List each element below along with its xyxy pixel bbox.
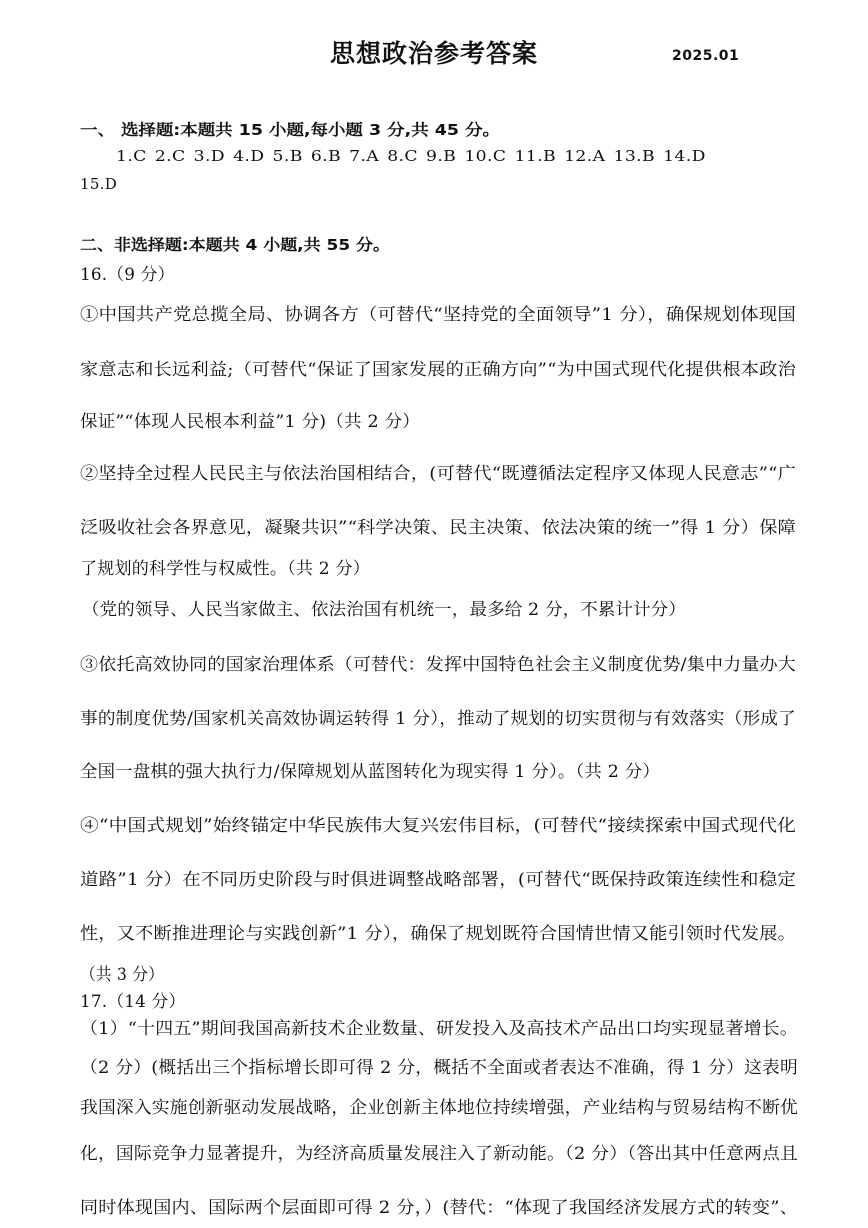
q16-line: （共 3 分） (80, 964, 164, 984)
q16-line: ①中国共产党总揽全局、协调各方（可替代“坚持党的全面领导”1 分），确保规划体现国 (80, 304, 796, 324)
question-16-number: 16.（9 分） (80, 264, 175, 284)
page-title: 思想政治参考答案 (329, 39, 538, 68)
q16-line: （党的领导、人民当家做主、依法治国有机统一，最多给 2 分，不累计计分） (82, 599, 686, 619)
q17-line: （2 分）(概括出三个指标增长即可得 2 分，概括不全面或者表达不准确，得 1 分）这表明 (80, 1057, 798, 1077)
document-date: 2025.01 (672, 48, 740, 64)
section-1-heading: 一、 选择题:本题共 15 小题,每小题 3 分,共 45 分。 (80, 121, 500, 139)
q16-line: 性，又不断推进理论与实践创新”1 分），确保了规划既符合国情世情又能引领时代发展。 (80, 923, 796, 943)
q16-line: 全国一盘棋的强大执行力/保障规划从蓝图转化为现实得 1 分）。（共 2 分） (80, 761, 660, 781)
q16-line: 泛吸收社会各界意见，凝聚共识”“科学决策、民主决策、依法决策的统一”得 1 分）保障 (80, 517, 796, 537)
q17-line: 化，国际竞争力显著提升，为经济高质量发展注入了新动能。（2 分）（答出其中任意两点且 (80, 1143, 798, 1163)
q16-line: 道路”1 分）在不同历史阶段与时俱进调整战略部署，(可替代“既保持政策连续性和稳定 (80, 869, 796, 889)
section-2-heading: 二、非选择题:本题共 4 小题,共 55 分。 (80, 236, 390, 254)
q17-line: 同时体现国内、国际两个层面即可得 2 分，）(替代：“体现了我国经济发展方式的转变”、 (80, 1197, 798, 1217)
multiple-choice-answers-line-2: 15.D (80, 175, 118, 193)
q17-line: （1）“十四五”期间我国高新技术企业数量、研发投入及高技术产品出口均实现显著增长。 (80, 1018, 798, 1038)
multiple-choice-answers-line-1: 1.C 2.C 3.D 4.D 5.B 6.B 7.A 8.C 9.B 10.C 11.B 12.A 13.B 14.D (116, 147, 706, 165)
q16-line: ④“中国式规划”始终锚定中华民族伟大复兴宏伟目标，(可替代“接续探索中国式现代化 (80, 815, 796, 835)
question-17-number: 17.（14 分） (80, 991, 186, 1011)
q16-line: ②坚持全过程人民民主与依法治国相结合，(可替代“既遵循法定程序又体现人民意志”“广 (80, 463, 796, 483)
q16-line: 事的制度优势/国家机关高效协调运转得 1 分），推动了规划的切实贯彻与有效落实（形成了 (80, 708, 796, 728)
q17-line: 我国深入实施创新驱动发展战略，企业创新主体地位持续增强，产业结构与贸易结构不断优 (80, 1097, 798, 1117)
q16-line: 了规划的科学性与权威性。（共 2 分） (80, 558, 370, 578)
q16-line: 家意志和长远利益;（可替代“保证了国家发展的正确方向”“为中国式现代化提供根本政治 (80, 359, 797, 379)
q16-line: 保证”“体现人民根本利益”1 分)（共 2 分） (80, 411, 420, 431)
q16-line: ③依托高效协同的国家治理体系（可替代：发挥中国特色社会主义制度优势/集中力量办大 (80, 654, 796, 674)
